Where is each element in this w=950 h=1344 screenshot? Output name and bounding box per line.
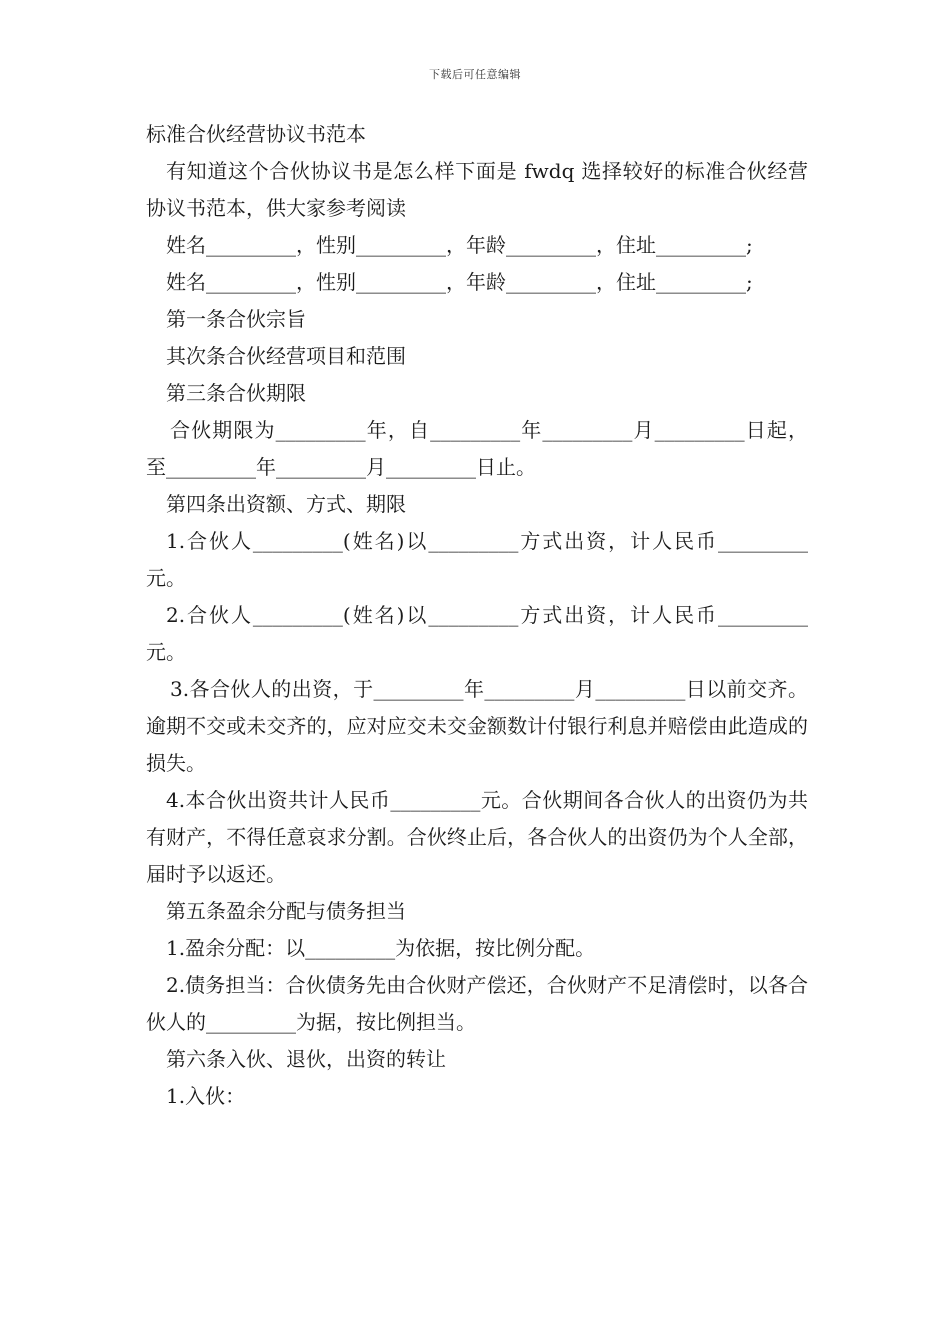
article-4-item-3: 3.各合伙人的出资，于_________年_________月_________日以前交齐。逾期不交或未交齐的，应对应交未交金额数计付银行利息并赔偿由此造成的损失。 xyxy=(146,677,808,775)
intro-paragraph: 有知道这个合伙协议书是怎么样下面是 fwdq 选择较好的标准合伙经营协议书范本，供大家参考阅读 xyxy=(146,159,808,220)
party-line-2: 姓名_________，性别_________，年龄_________，住址_________; xyxy=(166,270,753,294)
page-header-note: 下载后可任意编辑 xyxy=(429,68,521,81)
article-6-heading: 第六条入伙、退伙，出资的转让 xyxy=(166,1047,446,1071)
article-5-heading: 第五条盈余分配与债务担当 xyxy=(166,899,406,923)
article-5-item-1: 1.盈余分配：以_________为依据，按比例分配。 xyxy=(166,936,596,960)
article-4-item-4: 4.本合伙出资共计人民币_________元。合伙期间各合伙人的出资仍为共有财产，不得任意哀求分割。合伙终止后，各合伙人的出资仍为个人全部，届时予以返还。 xyxy=(146,788,808,886)
party-line-1: 姓名_________，性别_________，年龄_________，住址_________; xyxy=(166,233,753,257)
article-2-heading: 其次条合伙经营项目和范围 xyxy=(166,344,406,368)
article-3-heading: 第三条合伙期限 xyxy=(166,381,306,405)
article-1-heading: 第一条合伙宗旨 xyxy=(166,307,306,331)
article-4-item-1: 1.合伙人_________(姓名)以_________方式出资，计人民币_________元。 xyxy=(146,529,808,590)
document-title: 标准合伙经营协议书范本 xyxy=(146,122,366,146)
article-4-heading: 第四条出资额、方式、期限 xyxy=(166,492,406,516)
article-5-item-2: 2.债务担当：合伙债务先由合伙财产偿还，合伙财产不足清偿时，以各合伙人的_________为据，按比例担当。 xyxy=(146,973,808,1034)
document-body xyxy=(146,116,808,1115)
article-3-term-clause: 合伙期限为_________年，自_________年_________月_________日起，至_________年_________月_________日止。 xyxy=(146,418,808,479)
article-6-item-1: 1.入伙： xyxy=(166,1084,246,1108)
article-4-item-2: 2.合伙人_________(姓名)以_________方式出资，计人民币_________元。 xyxy=(146,603,808,664)
